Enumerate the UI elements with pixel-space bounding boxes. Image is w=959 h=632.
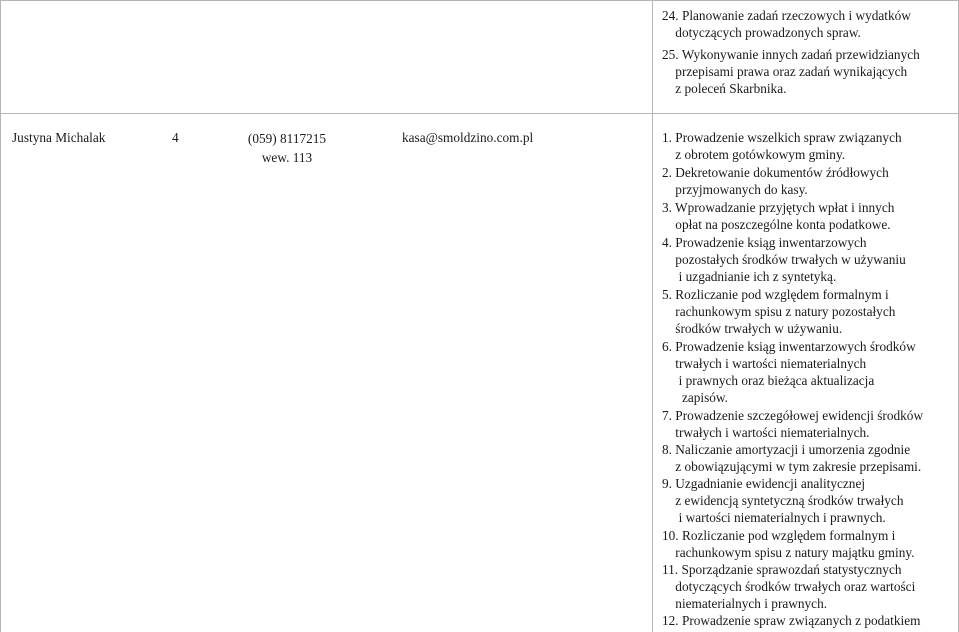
email-address[interactable]: kasa@smoldzino.com.pl	[402, 130, 534, 145]
table-border-left	[0, 0, 1, 632]
duty-line: 10. Rozliczanie pod względem formalnym i	[662, 528, 896, 543]
duty-line: 7. Prowadzenie szczegółowej ewidencji środków	[662, 408, 924, 423]
duty-line: rachunkowym spisu z natury majątku gminy.	[662, 545, 915, 560]
duty-line: niematerialnych i prawnych.	[662, 596, 828, 611]
column-divider	[652, 0, 653, 632]
employee-name: Justyna Michalak	[12, 130, 106, 145]
duty-line: dotyczących prowadzonych spraw.	[662, 25, 861, 40]
duty-line: przyjmowanych do kasy.	[662, 182, 808, 197]
duty-line: i uzgadnianie ich z syntetyką.	[662, 269, 837, 284]
duty-line: 3. Wprowadzanie przyjętych wpłat i innych	[662, 200, 895, 215]
duty-line: opłat na poszczególne konta podatkowe.	[662, 217, 891, 232]
duty-line: 9. Uzgadnianie ewidencji analitycznej	[662, 476, 866, 491]
duty-line: trwałych i wartości niematerialnych	[662, 356, 867, 371]
duty-line: 12. Prowadzenie spraw związanych z podatkiem	[662, 613, 921, 628]
duty-line: 25. Wykonywanie innych zadań przewidzianych	[662, 47, 920, 62]
phone-number: (059) 8117215	[247, 131, 327, 146]
duty-line: 5. Rozliczanie pod względem formalnym i	[662, 287, 889, 302]
duty-line: 24. Planowanie zadań rzeczowych i wydatków	[662, 8, 911, 23]
row-divider	[0, 113, 959, 114]
duty-line: z obowiązującymi w tym zakresie przepisami.	[662, 459, 922, 474]
duty-line: z ewidencją syntetyczną środków trwałych	[662, 493, 904, 508]
duty-line: 8. Naliczanie amortyzacji i umorzenia zgodnie	[662, 442, 911, 457]
duty-line: rachunkowym spisu z natury pozostałych	[662, 304, 896, 319]
table-border-top	[0, 0, 959, 1]
duty-line: z poleceń Skarbnika.	[662, 81, 787, 96]
duty-line: dotyczących środków trwałych oraz wartości	[662, 579, 916, 594]
duty-line: trwałych i wartości niematerialnych.	[662, 425, 870, 440]
duty-line: 4. Prowadzenie ksiąg inwentarzowych	[662, 235, 867, 250]
duty-line: z obrotem gotówkowym gminy.	[662, 147, 846, 162]
duty-line: 2. Dekretowanie dokumentów źródłowych	[662, 165, 889, 180]
phone-cell	[232, 129, 342, 167]
duty-line: pozostałych środków trwałych w używaniu	[662, 252, 906, 267]
phone-extension: wew. 113	[261, 150, 313, 165]
duty-line: zapisów.	[662, 390, 728, 405]
duty-line: przepisami prawa oraz zadań wynikających	[662, 64, 908, 79]
duty-line: 11. Sporządzanie sprawozdań statystycznych	[662, 562, 902, 577]
duty-line: 6. Prowadzenie ksiąg inwentarzowych środków	[662, 339, 916, 354]
duty-line: środków trwałych w używaniu.	[662, 321, 843, 336]
duty-line: 1. Prowadzenie wszelkich spraw związanych	[662, 130, 902, 145]
room-number: 4	[172, 130, 179, 145]
duty-line: i wartości niematerialnych i prawnych.	[662, 510, 886, 525]
duty-line: i prawnych oraz bieżąca aktualizacja	[662, 373, 875, 388]
